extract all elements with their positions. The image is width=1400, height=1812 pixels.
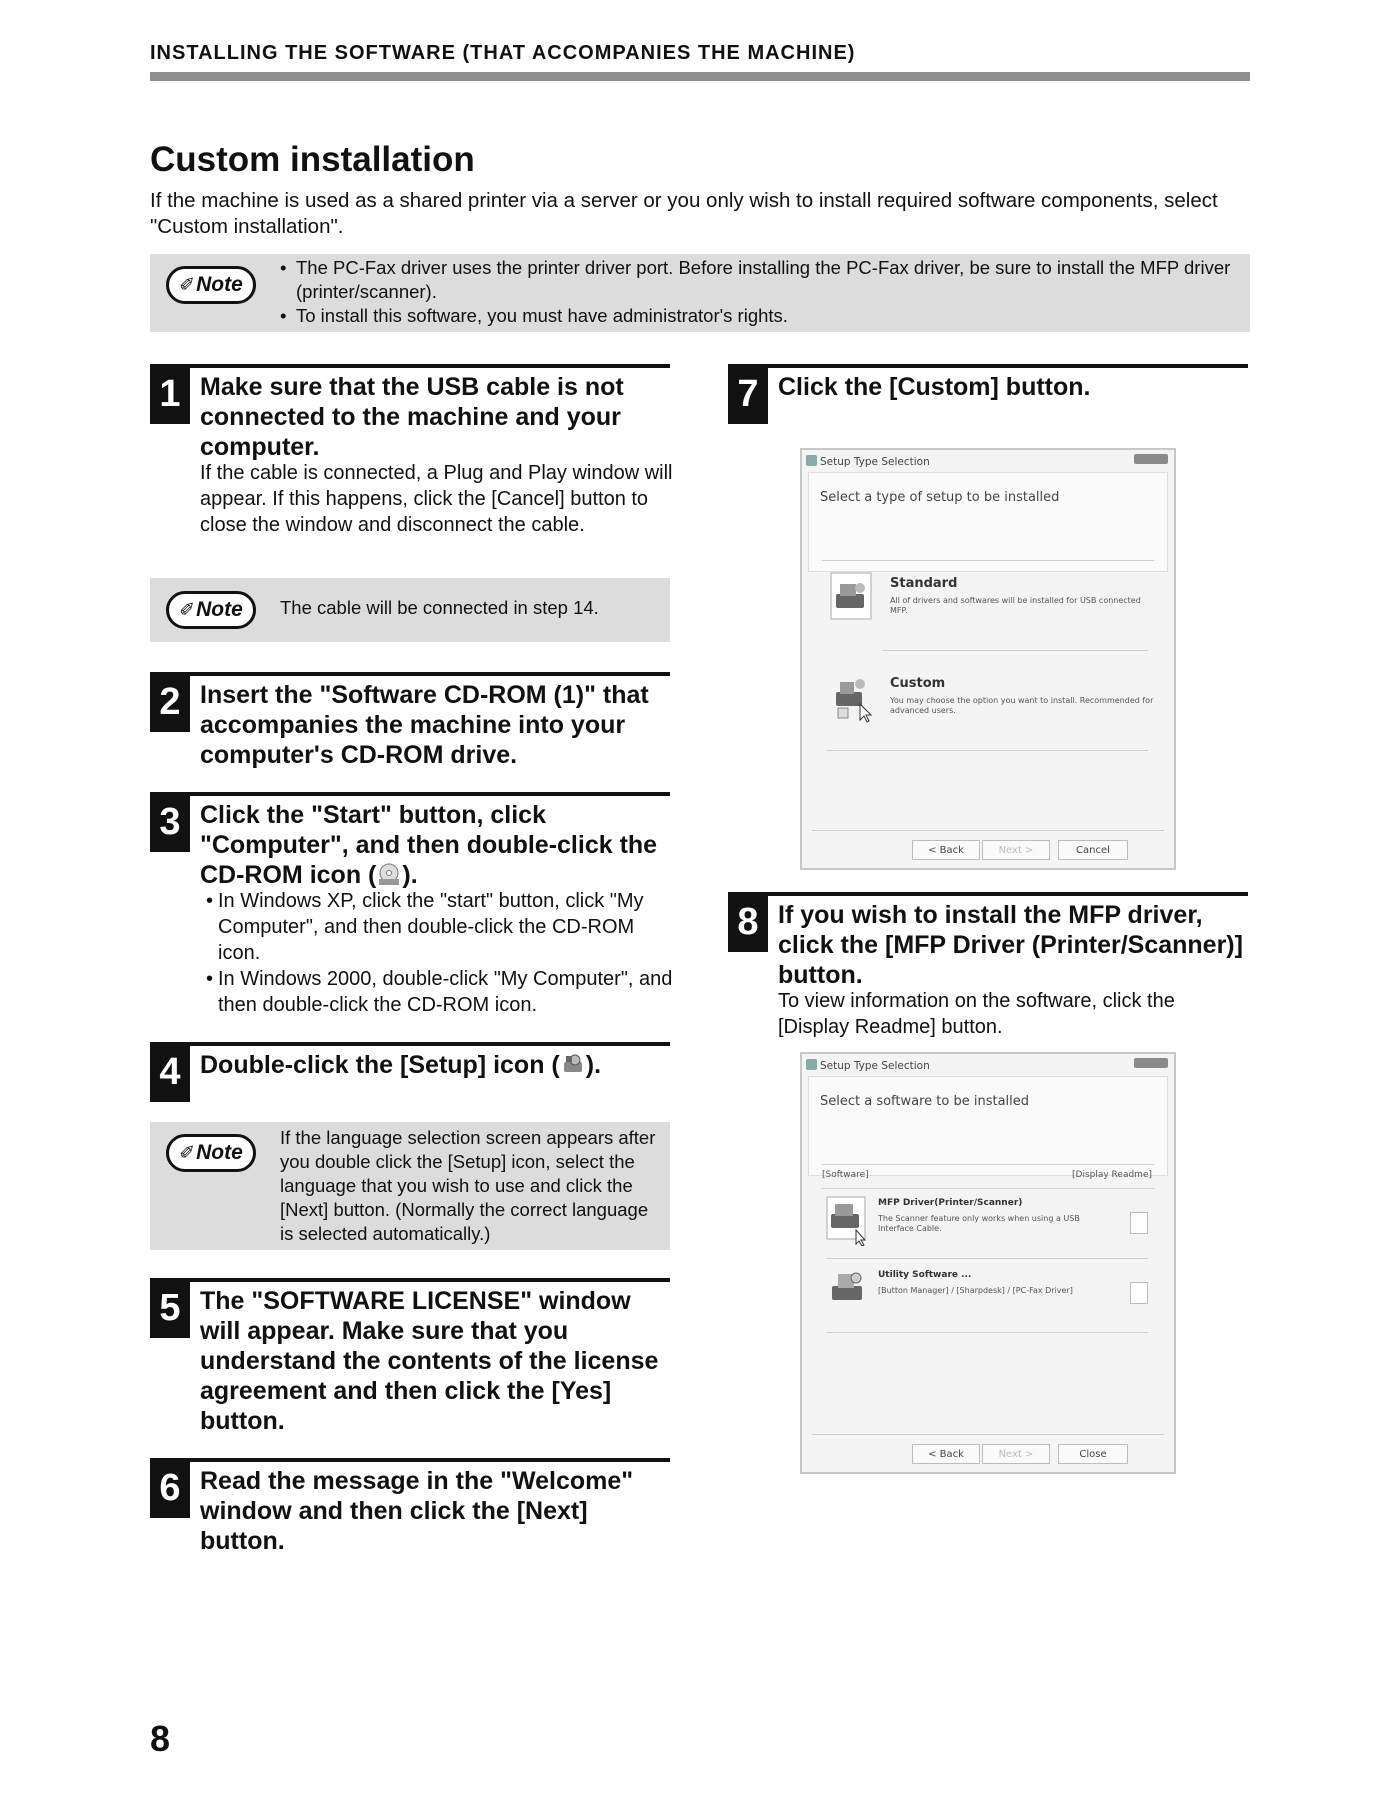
step-bullet: • In Windows XP, click the "start" button, click "My Computer", and then double-click the CD-ROM icon.	[200, 888, 675, 966]
window-controls[interactable]	[1134, 454, 1168, 464]
step-rule	[150, 364, 670, 368]
divider	[812, 830, 1164, 831]
setup-type-dialog	[800, 448, 1176, 870]
step-number: 8	[728, 892, 768, 952]
step-title: Read the message in the "Welcome" window and then click the [Next] button.	[200, 1467, 634, 1555]
dialog-title: Setup Type Selection	[820, 1060, 930, 1072]
step-rule	[728, 364, 1248, 368]
dialog-heading: Select a type of setup to be installed	[820, 490, 1060, 505]
page-number: 8	[150, 1718, 171, 1759]
utility-software-title[interactable]: Utility Software ...	[878, 1270, 972, 1280]
step-rule	[150, 1458, 670, 1462]
step-title: If you wish to install the MFP driver, click the [MFP Driver (Printer/Scanner)] button.	[778, 901, 1243, 989]
window-controls[interactable]	[1134, 1058, 1168, 1068]
dialog-heading: Select a software to be installed	[820, 1094, 1030, 1109]
step4-note	[150, 1122, 670, 1250]
custom-option-title[interactable]: Custom	[890, 676, 946, 691]
dialog-title: Setup Type Selection	[820, 456, 930, 468]
step-rule	[150, 792, 670, 796]
header-rule	[150, 72, 1250, 81]
note-text: If the language selection screen appears after you double click the [Setup] icon, select the language that you wish to use and click the [Next] button. (Normally the correct language is selected automatically.)	[280, 1127, 656, 1244]
step-body: To view information on the software, click the [Display Readme] button.	[778, 990, 1175, 1038]
step-rule	[150, 672, 670, 676]
next-button[interactable]: Next >	[982, 840, 1050, 860]
pencil-icon: ✐	[179, 1142, 196, 1164]
step-number: 6	[150, 1458, 190, 1518]
dialog-header-area	[808, 1076, 1168, 1176]
note-badge	[166, 266, 256, 304]
software-selection-dialog	[800, 1052, 1176, 1474]
step-rule	[728, 892, 1248, 896]
software-column-header: [Software]	[822, 1170, 869, 1180]
step-title: Make sure that the USB cable is not connected to the machine and your computer.	[200, 373, 624, 461]
close-button[interactable]: Close	[1058, 1444, 1128, 1464]
running-header: INSTALLING THE SOFTWARE (THAT ACCOMPANIES THE MACHINE)	[150, 42, 856, 64]
readme-icon[interactable]	[1130, 1212, 1148, 1234]
step-number: 2	[150, 672, 190, 732]
step-number: 5	[150, 1278, 190, 1338]
top-note	[150, 254, 1250, 332]
mfp-driver-title[interactable]: MFP Driver(Printer/Scanner)	[878, 1198, 1023, 1208]
step-rule	[150, 1278, 670, 1282]
pencil-icon: ✐	[179, 599, 196, 621]
step-body	[200, 888, 675, 1018]
step-title: Insert the "Software CD-ROM (1)" that accompanies the machine into your computer's CD-ROM drive.	[200, 681, 649, 769]
step-number: 3	[150, 792, 190, 852]
note-badge	[166, 591, 256, 629]
step-rule	[150, 1042, 670, 1046]
dialog-header-area	[808, 472, 1168, 572]
cd-rom-icon	[376, 862, 402, 886]
step-title	[200, 800, 675, 890]
step-title-text: Double-click the [Setup] icon (	[200, 1051, 560, 1079]
pencil-icon: ✐	[179, 274, 196, 296]
note-label: Note	[196, 598, 243, 621]
mfp-driver-icon[interactable]	[826, 1196, 866, 1246]
divider	[812, 1434, 1164, 1435]
readme-icon[interactable]	[1130, 1282, 1148, 1304]
step-title	[200, 1050, 675, 1080]
intro-paragraph: If the machine is used as a shared printer via a server or you only wish to install required software components, select "Custom installation".	[150, 189, 1218, 238]
cancel-button[interactable]: Cancel	[1058, 840, 1128, 860]
utility-software-desc: [Button Manager] / [Sharpdesk] / [PC-Fax Driver]	[878, 1286, 1073, 1295]
readme-column-header: [Display Readme]	[1072, 1170, 1152, 1180]
back-button[interactable]: < Back	[912, 840, 980, 860]
step-title-text: Click the "Start" button, click "Computer", and then double-click the CD-ROM icon (	[200, 801, 658, 889]
divider	[822, 1188, 1154, 1189]
divider	[822, 560, 1154, 561]
next-button[interactable]: Next >	[982, 1444, 1050, 1464]
divider	[826, 1258, 1148, 1259]
window-icon	[806, 455, 817, 466]
custom-setup-icon[interactable]	[830, 672, 872, 724]
divider	[826, 750, 1148, 751]
standard-option-desc: All of drivers and softwares will be installed for USB connected MFP.	[890, 596, 1141, 615]
note-label: Note	[196, 1141, 243, 1164]
standard-setup-icon[interactable]	[830, 572, 872, 620]
custom-option-desc: You may choose the option you want to install. Recommended for advanced users.	[890, 696, 1154, 715]
note-item: • The PC-Fax driver uses the printer driver port. Before installing the PC-Fax driver, be sure to install the MFP driver (printer/scanner).	[278, 256, 1238, 304]
standard-option-title[interactable]: Standard	[890, 576, 958, 591]
note-text	[278, 256, 1238, 328]
back-button[interactable]: < Back	[912, 1444, 980, 1464]
step-number: 7	[728, 364, 768, 424]
step-bullet: • In Windows 2000, double-click "My Computer", and then double-click the CD-ROM icon.	[200, 966, 675, 1018]
step-title: The "SOFTWARE LICENSE" window will appear. Make sure that you understand the contents of the license agreement and then click the [Yes] button.	[200, 1287, 659, 1435]
note-item: • To install this software, you must have administrator's rights.	[278, 304, 1238, 328]
divider	[822, 1164, 1154, 1165]
divider	[882, 650, 1148, 651]
step1-note	[150, 578, 670, 642]
step-title-text: ).	[585, 1051, 602, 1079]
mfp-driver-desc: The Scanner feature only works when using a USB Interface Cable.	[878, 1214, 1080, 1233]
divider	[826, 1332, 1148, 1333]
setup-icon	[560, 1052, 586, 1076]
note-badge	[166, 1134, 256, 1172]
step-number: 1	[150, 364, 190, 424]
step-body: If the cable is connected, a Plug and Play window will appear. If this happens, click the [Cancel] button to close the window and disconnect the cable.	[200, 462, 673, 536]
step-title-text: ).	[402, 861, 418, 889]
step-number: 4	[150, 1042, 190, 1102]
note-label: Note	[196, 273, 243, 296]
utility-software-icon[interactable]	[828, 1268, 866, 1310]
step-title: Click the [Custom] button.	[778, 373, 1091, 401]
page-title: Custom installation	[150, 140, 475, 179]
window-icon	[806, 1059, 817, 1070]
note-text: The cable will be connected in step 14.	[280, 597, 599, 618]
